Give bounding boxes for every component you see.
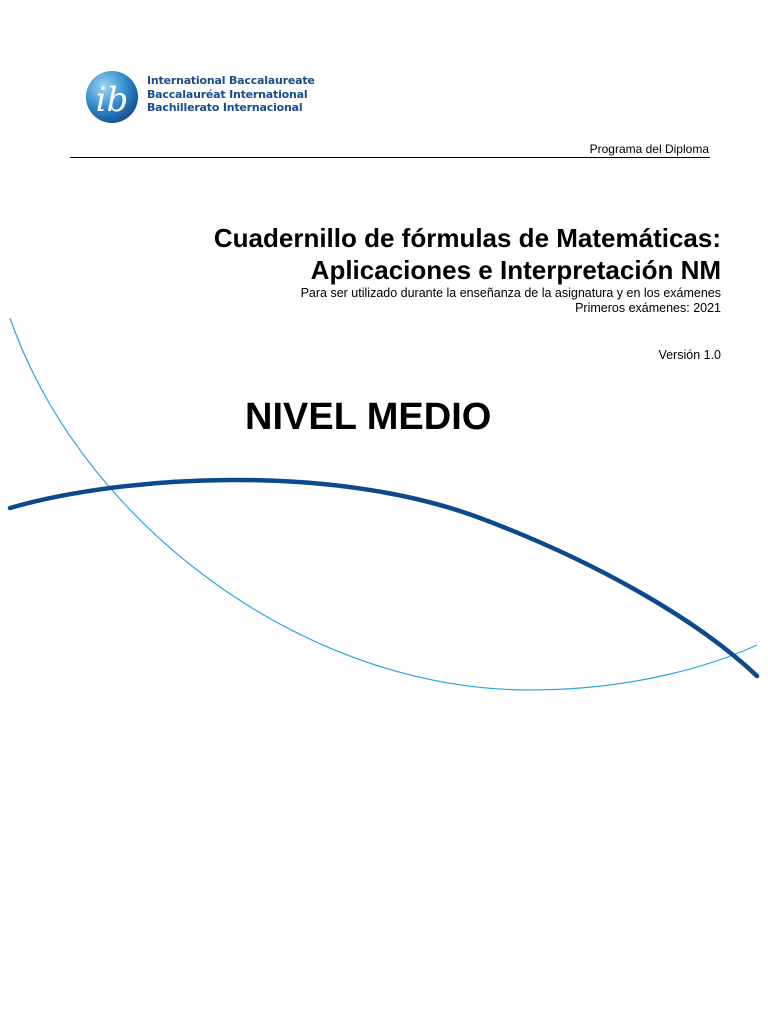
title-line-2: Aplicaciones e Interpretación NM — [310, 255, 721, 285]
logo-line-en: International Baccalaureate — [147, 74, 315, 87]
title-line-1: Cuadernillo de fórmulas de Matemáticas: — [213, 223, 721, 253]
first-exams: Primeros exámenes: 2021 — [575, 301, 721, 315]
svg-text:ib: ib — [95, 80, 129, 120]
usage-note: Para ser utilizado durante la enseñanza de la asignatura y en los exámenes — [300, 286, 721, 300]
level-heading: NIVEL MEDIO — [245, 396, 492, 438]
version-label: Versión 1.0 — [658, 348, 721, 362]
logo-line-fr: Baccalauréat International — [147, 87, 308, 101]
logo-line-es: Bachillerato Internacional — [147, 101, 303, 114]
program-label: Programa del Diploma — [589, 142, 709, 156]
dark-curve — [10, 480, 757, 676]
light-curve — [10, 318, 757, 690]
